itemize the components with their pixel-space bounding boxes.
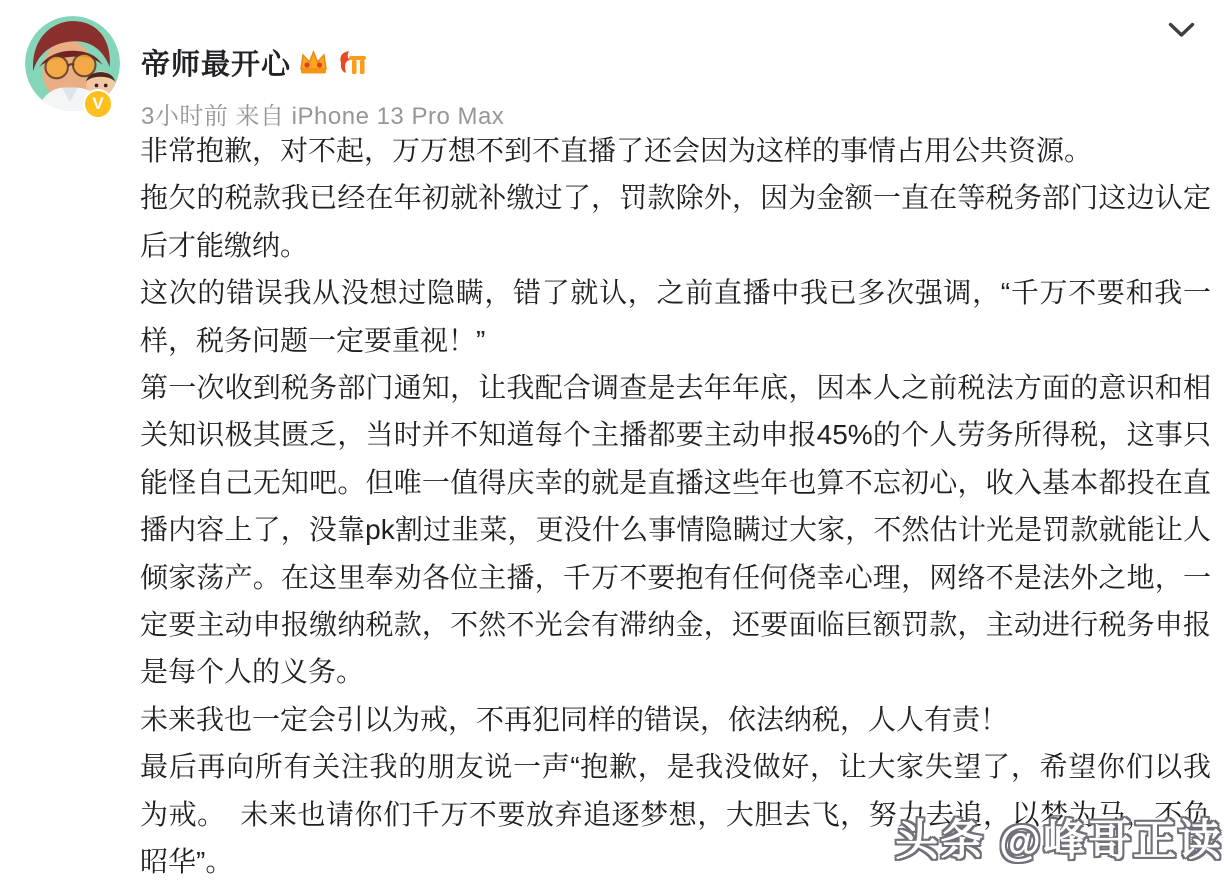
- post-meta: 3小时前 来自 iPhone 13 Pro Max: [141, 103, 505, 130]
- post-paragraph: 非常抱歉，对不起，万万想不到不直播了还会因为这样的事情占用公共资源。: [140, 135, 1093, 166]
- fan-club-badge-icon[interactable]: [336, 49, 369, 77]
- post-paragraph: 第一次收到税务部门通知，让我配合调查是去年年底，因本人之前税法方面的意识和相关知识极其匮乏，当时并不知道每个主播都要主动申报45%的个人劳务所得税，这事只能怪自己无知吧。但唯一值得庆幸的就是直播这些年也算不忘初心，收入基本都投在直播内容上了，没靠pk割过韭菜，更没什么事情隐瞒过大家，不然估计光是罚款就能让人倾家荡产。在这里奉劝各位主播，千万不要抱有任何侥幸心理，网络不是法外之地，一定要主动申报缴纳税款，不然不光会有滞纳金，还要面临巨额罚款，主动进行税务申报是每个人的义务。: [140, 372, 1211, 688]
- watermark: 头条 @峰哥正读: [895, 817, 1223, 865]
- post-body: [140, 127, 1211, 886]
- post-paragraph: 最后再向所有关注我的朋友说一声“抱歉，是我没做好，让大家失望了，希望你们以我为戒。 未来也请你们千万不要放弃追逐梦想，大胆去飞，努力去追，以梦为马，不负昭华”。: [140, 751, 1211, 878]
- chevron-down-icon: [1168, 22, 1195, 43]
- username[interactable]: 帝师最开心: [141, 49, 292, 81]
- post-paragraph: 未来我也一定会引以为戒，不再犯同样的错误，依法纳税，人人有责！: [140, 703, 1009, 735]
- post-paragraph: 拖欠的税款我已经在年初就补缴过了，罚款除外，因为金额一直在等税务部门这边认定后才能缴纳。: [140, 182, 1211, 261]
- post-menu-button[interactable]: [1164, 18, 1198, 46]
- post-paragraph: 这次的错误我从没想过隐瞒，错了就认，之前直播中我已多次强调，“千万不要和我一样，税务问题一定要重视！”: [140, 277, 1211, 356]
- post-header: [141, 42, 504, 131]
- avatar[interactable]: [25, 16, 120, 111]
- verified-badge: V: [83, 89, 113, 119]
- vip-crown-badge-icon[interactable]: [298, 49, 329, 76]
